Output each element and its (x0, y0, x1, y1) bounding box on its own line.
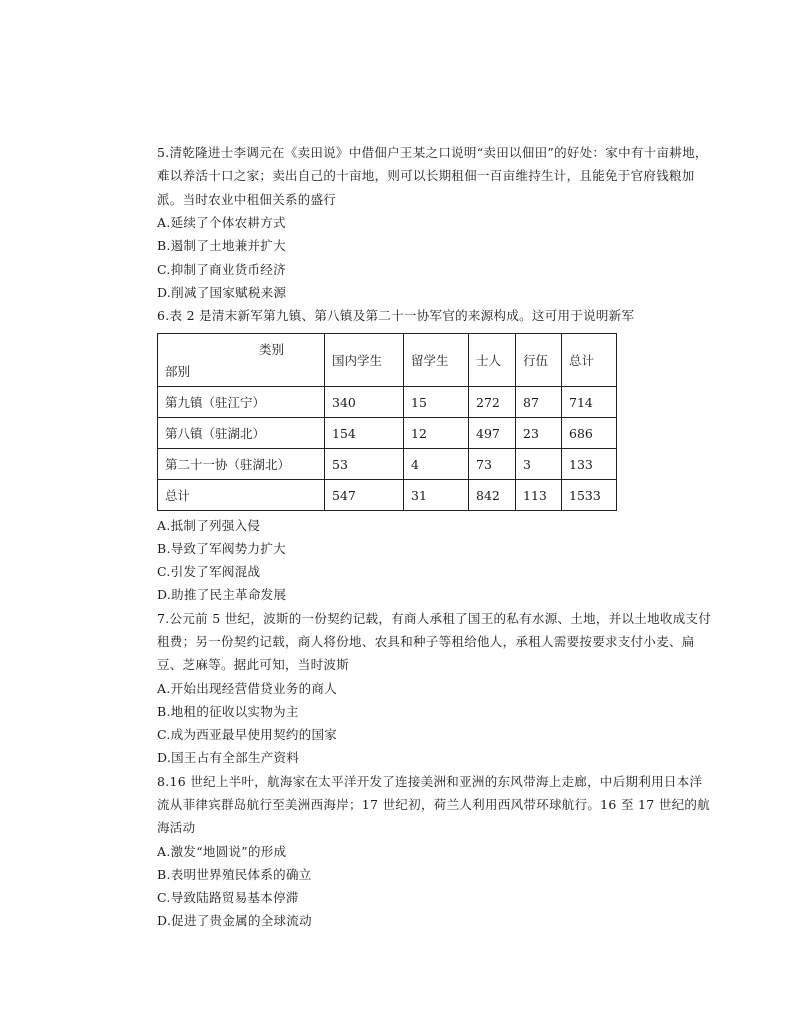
option-b: B.表明世界殖民体系的确立 (157, 867, 312, 882)
question-text: 租费；另一份契约记载，商人将份地、农具和种子等租给他人，承租人需要按要求支付小麦、扁 (157, 634, 695, 649)
table-cell: 15 (404, 387, 469, 418)
option-c: C.抑制了商业货币经济 (157, 262, 286, 277)
table-cell: 3 (516, 449, 562, 480)
question-text: 8.16 世纪上半叶，航海家在太平洋开发了连接美洲和亚洲的东风带海上走廊，中后期利用日本洋 (157, 774, 703, 789)
option-d: D.促进了贵金属的全球流动 (157, 913, 312, 928)
table-row (158, 449, 617, 480)
question-text: 海活动 (157, 820, 196, 835)
table-header-cell: 总计 (562, 334, 617, 387)
option-c: C.导致陆路贸易基本停滞 (157, 890, 299, 905)
table-cell: 53 (325, 449, 404, 480)
question-text: 豆、芝麻等。据此可知，当时波斯 (157, 657, 350, 672)
question-text: 6.表 2 是清末新军第九镇、第八镇及第二十一协军官的来源构成。这可用于说明新军 (157, 308, 635, 323)
option-b: B.遏制了土地兼并扩大 (157, 238, 286, 253)
table-header-cell: 国内学生 (325, 334, 404, 387)
question-text: 5.清乾隆进士李调元在《卖田说》中借佃户王某之口说明“卖田以佃田”的好处：家中有十亩耕地， (157, 145, 708, 160)
table-cell: 73 (469, 449, 516, 480)
table-cell: 87 (516, 387, 562, 418)
question-text: 派。当时农业中租佃关系的盛行 (157, 192, 337, 207)
question-text: 难以养活十口之家；卖出自己的十亩地，则可以长期租佃一百亩维持生计，且能免于官府钱粮加 (157, 168, 695, 183)
table-cell: 340 (325, 387, 404, 418)
table-cell: 第八镇（驻湖北） (158, 418, 325, 449)
table-cell: 第九镇（驻江宁） (158, 387, 325, 418)
table-cell: 第二十一协（驻湖北） (158, 449, 325, 480)
corner-label-unit: 部别 (165, 364, 191, 379)
option-d: D.助推了民主革命发展 (157, 587, 287, 602)
table-header-cell: 留学生 (404, 334, 469, 387)
table-cell: 714 (562, 387, 617, 418)
option-a: A.开始出现经营借贷业务的商人 (157, 681, 338, 696)
table-cell: 23 (516, 418, 562, 449)
table-row (158, 480, 617, 511)
table-cell: 842 (469, 480, 516, 511)
table-cell: 4 (404, 449, 469, 480)
option-c: C.引发了军阀混战 (157, 564, 261, 579)
option-b: B.导致了军阀势力扩大 (157, 541, 286, 556)
option-b: B.地租的征收以实物为主 (157, 704, 299, 719)
table-row (158, 418, 617, 449)
question-text: 流从菲律宾群岛航行至美洲西海岸；17 世纪初，荷兰人利用西风带环球航行。16 至 17 世纪的航 (157, 797, 711, 812)
table-cell: 686 (562, 418, 617, 449)
table-corner-cell (158, 334, 325, 387)
officer-source-table (157, 333, 617, 511)
table-cell: 113 (516, 480, 562, 511)
question-text: 7.公元前 5 世纪，波斯的一份契约记载，有商人承租了国王的私有水源、土地，并以土地收成支付 (157, 611, 712, 626)
table-cell: 154 (325, 418, 404, 449)
corner-label-category: 类别 (258, 342, 284, 357)
option-a: A.激发“地圆说”的形成 (157, 844, 287, 859)
table-cell: 1533 (562, 480, 617, 511)
table-cell: 133 (562, 449, 617, 480)
table-cell: 12 (404, 418, 469, 449)
option-d: D.国王占有全部生产资料 (157, 750, 300, 765)
table-cell: 总计 (158, 480, 325, 511)
table-cell: 547 (325, 480, 404, 511)
option-d: D.削减了国家赋税来源 (157, 285, 287, 300)
table-row (158, 387, 617, 418)
table-cell: 497 (469, 418, 516, 449)
table-cell: 272 (469, 387, 516, 418)
table-cell: 31 (404, 480, 469, 511)
table-header-row (158, 334, 617, 387)
option-c: C.成为西亚最早使用契约的国家 (157, 727, 338, 742)
table-header-cell: 行伍 (516, 334, 562, 387)
option-a: A.延续了个体农耕方式 (157, 215, 286, 230)
table-header-cell: 士人 (469, 334, 516, 387)
option-a: A.抵制了列强入侵 (157, 518, 261, 533)
